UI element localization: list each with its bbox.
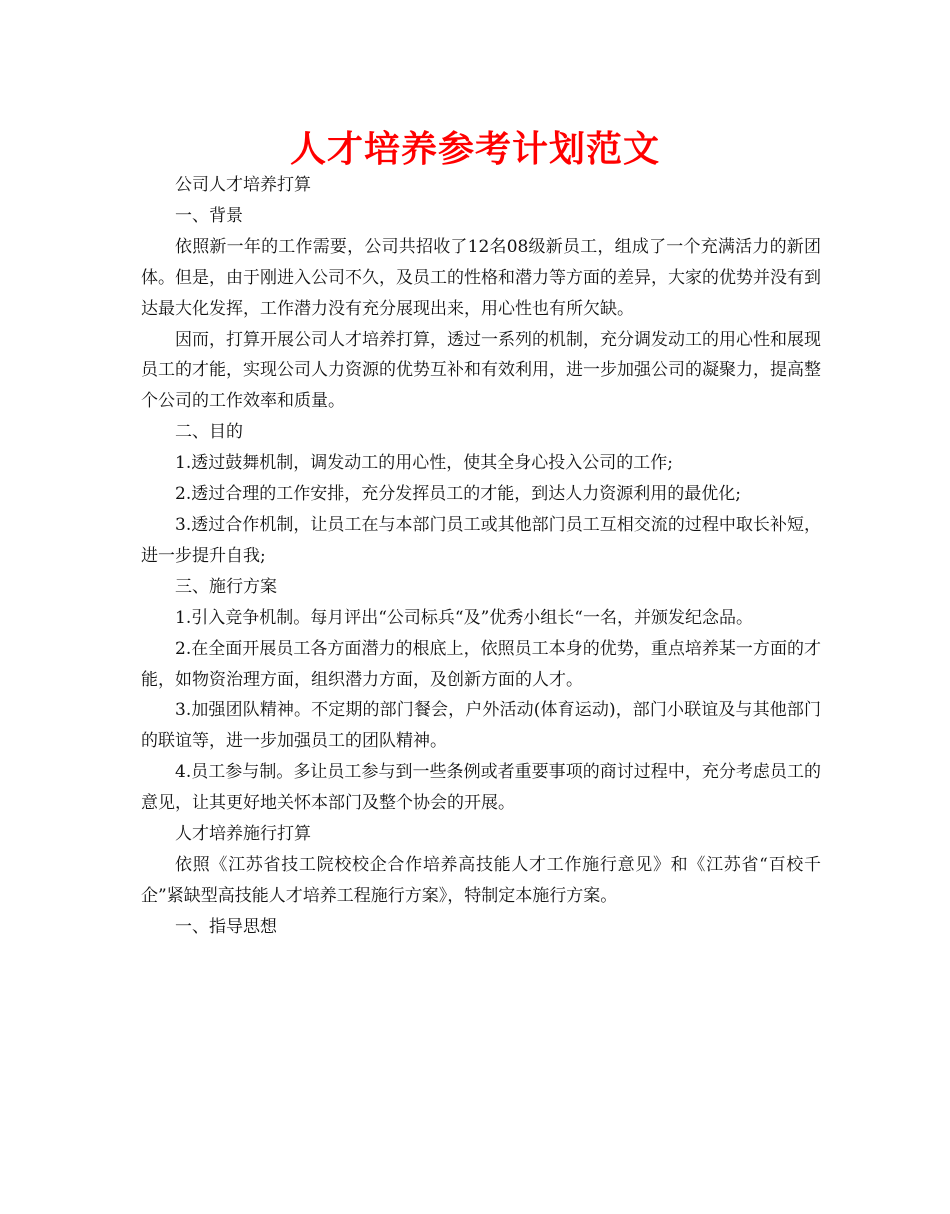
section-heading-plan: 三、施行方案	[175, 576, 277, 597]
list-item-plan-2: 2.在全面开展员工各方面潜力的根底上，依照员工本身的优势，重点培养某一方面的才能，如物资治理方面，组织潜力方面，及创新方面的人才。	[141, 638, 821, 690]
section-heading-implementation: 人才培养施行打算	[175, 824, 311, 845]
list-item-plan-1: 1.引入竞争机制。每月评出“公司标兵“及”优秀小组长“一名，并颁发纪念品。	[175, 607, 753, 628]
section-heading-purpose: 二、目的	[175, 422, 243, 443]
list-item-plan-4: 4.员工参与制。多让员工参与到一些条例或者重要事项的商讨过程中，充分考虑员工的意见，让其更好地关怀本部门及整个协会的开展。	[141, 762, 821, 814]
document-body	[141, 170, 821, 943]
paragraph-background-1: 依照新一年的工作需要，公司共招收了12名08级新员工，组成了一个充满活力的新团体。但是，由于刚进入公司不久，及员工的性格和潜力等方面的差异，大家的优势并没有到达最大化发挥，工作潜力没有充分展现出来，用心性也有所欠缺。	[141, 236, 821, 319]
list-item-purpose-3: 3.透过合作机制，让员工在与本部门员工或其他部门员工互相交流的过程中取长补短，进一步提升自我;	[141, 514, 821, 566]
list-item-plan-3: 3.加强团队精神。不定期的部门餐会，户外活动(体育运动)，部门小联谊及与其他部门的联谊等，进一步加强员工的团队精神。	[141, 700, 821, 752]
paragraph-subtitle: 公司人才培养打算	[175, 175, 311, 195]
paragraph-background-2: 因而，打算开展公司人才培养打算，透过一系列的机制，充分调发动工的用心性和展现员工的才能，实现公司人力资源的优势互补和有效利用，进一步加强公司的凝聚力，提高整个公司的工作效率和质量。	[141, 329, 821, 412]
document-title: 人才培养参考计划范文	[289, 129, 660, 170]
section-heading-background: 一、背景	[175, 205, 243, 226]
list-item-purpose-1: 1.透过鼓舞机制，调发动工的用心性，使其全身心投入公司的工作;	[175, 453, 673, 474]
paragraph-implementation: 依照《江苏省技工院校校企合作培养高技能人才工作施行意见》和《江苏省“百校千企”紧缺型高技能人才培养工程施行方案》，特制定本施行方案。	[141, 854, 821, 906]
list-item-purpose-2: 2.透过合理的工作安排，充分发挥员工的才能，到达人力资源利用的最优化;	[175, 484, 741, 505]
section-heading-guiding-ideology: 一、指导思想	[175, 916, 277, 937]
